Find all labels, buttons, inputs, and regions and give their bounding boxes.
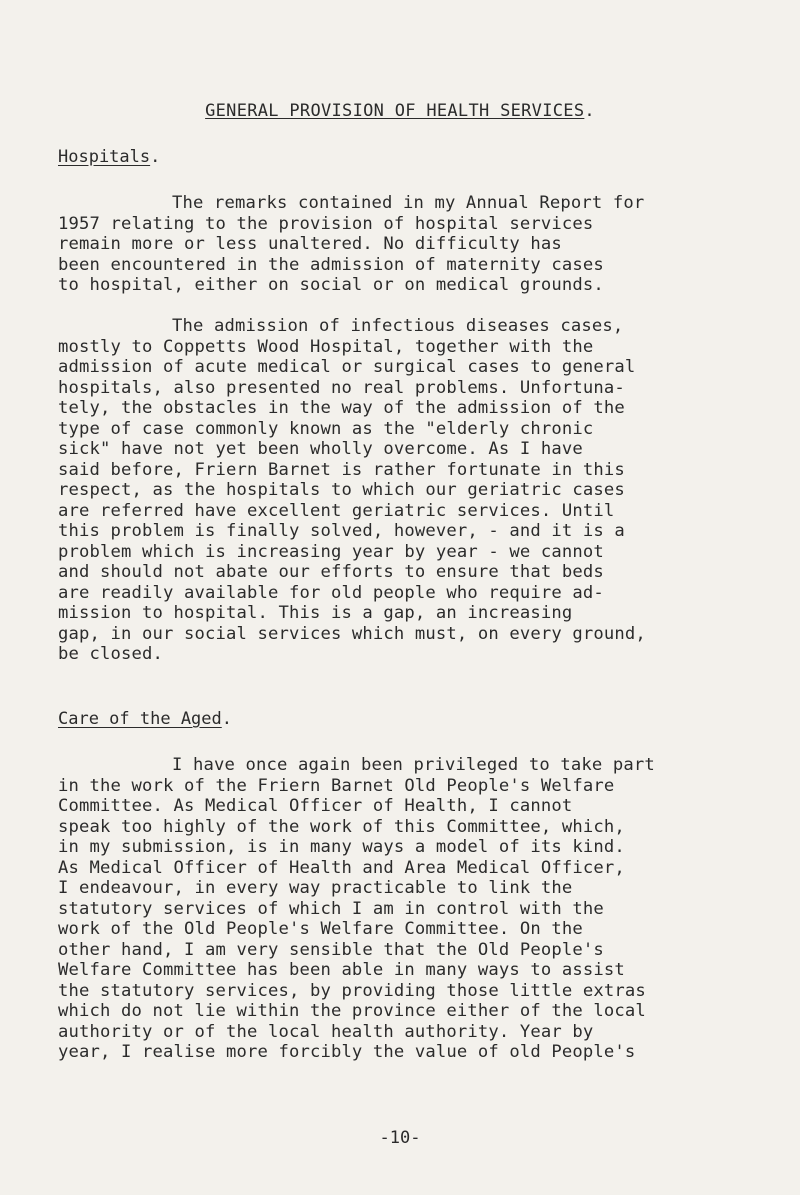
text-line: [58, 755, 748, 776]
page-title-suffix: .: [584, 101, 595, 121]
text-line: the statutory services, by providing those little extras: [58, 980, 646, 1001]
text-line: which do not lie within the province either of the local: [58, 1001, 646, 1021]
text-line: remain more or less unaltered. No difficulty has: [58, 234, 562, 254]
line-text: The admission of infectious diseases cases,: [172, 316, 624, 336]
text-line: [58, 193, 748, 214]
text-line: be closed.: [58, 644, 163, 664]
text-line: Committee. As Medical Officer of Health, I cannot: [58, 796, 573, 816]
text-line: respect, as the hospitals to which our geriatric cases: [58, 480, 625, 500]
text-line: in the work of the Friern Barnet Old People's Welfare: [58, 775, 615, 796]
text-line: gap, in our social services which must, on every ground,: [58, 623, 646, 644]
line-text: The remarks contained in my Annual Report for: [172, 193, 645, 213]
text-line: statutory services of which I am in control with the: [58, 898, 604, 919]
text-line: authority or of the local health authority. Year by: [58, 1021, 594, 1042]
text-line: problem which is increasing year by year - we cannot: [58, 541, 604, 562]
text-line: tely, the obstacles in the way of the admission of the: [58, 398, 625, 418]
text-line: other hand, I am very sensible that the Old People's: [58, 939, 604, 960]
page-number: -10-: [379, 1128, 421, 1148]
section-heading-suffix: .: [221, 709, 233, 729]
section-heading-text: Hospitals: [58, 147, 151, 167]
text-line: 1957 relating to the provision of hospital services: [58, 213, 594, 234]
text-line: to hospital, either on social or on medical grounds.: [58, 275, 604, 295]
text-line: year, I realise more forcibly the value of old People's: [58, 1042, 636, 1062]
section-heading-suffix: .: [150, 147, 161, 167]
paragraph-hospitals-2: [58, 316, 748, 665]
text-line: [58, 316, 748, 337]
section-heading-text: Care of the Aged: [58, 709, 222, 729]
section-heading-hospitals: [58, 147, 160, 167]
page-title-text: GENERAL PROVISION OF HEALTH SERVICES: [205, 101, 585, 121]
text-line: I endeavour, in every way practicable to link the: [58, 878, 573, 898]
line-text: I have once again been privileged to take part: [172, 755, 655, 775]
text-line: been encountered in the admission of maternity cases: [58, 254, 604, 275]
text-line: As Medical Officer of Health and Area Medical Officer,: [58, 857, 625, 878]
text-line: hospitals, also presented no real problems. Unfortuna-: [58, 377, 625, 398]
section-heading-care-of-the-aged: [58, 709, 232, 729]
text-line: admission of acute medical or surgical cases to general: [58, 357, 636, 377]
text-line: said before, Friern Barnet is rather fortunate in this: [58, 459, 625, 480]
text-line: sick" have not yet been wholly overcome. As I have: [58, 439, 583, 459]
paragraph-care-of-the-aged: [58, 755, 748, 1063]
text-line: are readily available for old people who require ad-: [58, 582, 604, 603]
text-line: Welfare Committee has been able in many ways to assist: [58, 960, 625, 980]
text-line: work of the Old People's Welfare Committee. On the: [58, 919, 583, 939]
text-line: mostly to Coppetts Wood Hospital, together with the: [58, 336, 594, 357]
paragraph-hospitals-1: [58, 193, 748, 296]
text-line: are referred have excellent geriatric services. Until: [58, 500, 615, 521]
text-line: and should not abate our efforts to ensure that beds: [58, 562, 604, 582]
text-line: type of case commonly known as the "elderly chronic: [58, 418, 594, 439]
text-line: this problem is finally solved, however, - and it is a: [58, 521, 625, 541]
text-line: mission to hospital. This is a gap, an increasing: [58, 603, 573, 623]
text-line: in my submission, is in many ways a model of its kind.: [58, 837, 625, 857]
page-title: [0, 101, 800, 121]
text-line: speak too highly of the work of this Committee, which,: [58, 816, 625, 837]
